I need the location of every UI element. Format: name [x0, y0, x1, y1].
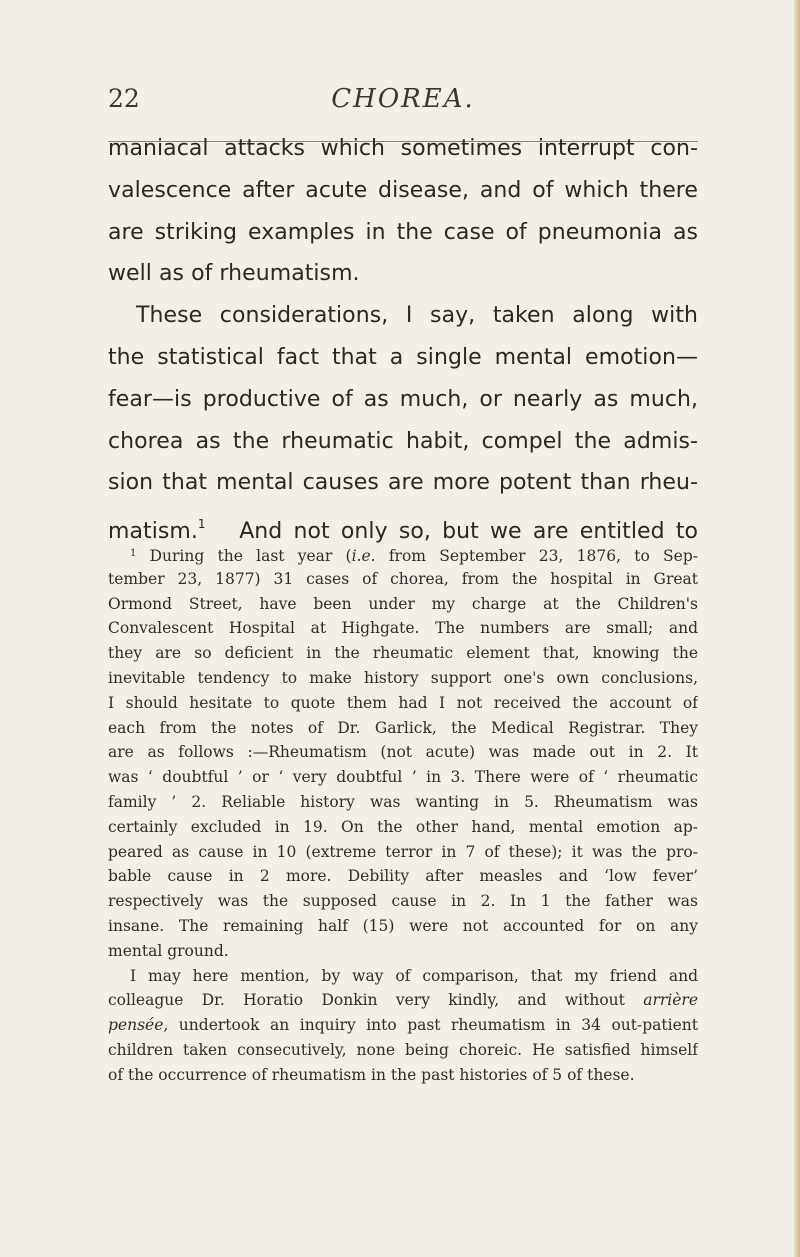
footnote-line: are as follows :—Rheumatism (not acute) was made out in 2. It: [108, 743, 698, 762]
footnote-line: certainly excluded in 19. On the other hand, mental emotion ap-: [108, 817, 698, 836]
footnote-line: of the occurrence of rheumatism in the past histories of 5 of these.: [108, 1065, 635, 1084]
footnote-line: was ‘ doubtful ’ or ‘ very doubtful ’ in 3. There were of ‘ rheumatic: [108, 768, 698, 787]
text-line: maniacal attacks which sometimes interrupt con-: [108, 136, 698, 161]
footnote-line: they are so deficient in the rheumatic element that, knowing the: [108, 644, 698, 663]
footnote-line: inevitable tendency to make history support one's own conclusions,: [108, 668, 698, 687]
text-line: valescence after acute disease, and of which there: [108, 177, 698, 203]
main-text: [108, 128, 698, 546]
running-title: CHOREA.: [331, 84, 475, 114]
footnote-line: family ’ 2. Reliable history was wanting in 5. Rheumatism was: [108, 792, 698, 811]
footnote-line: [108, 988, 698, 1013]
footnote-line: Ormond Street, have been under my charge at the Children's: [108, 594, 698, 613]
text-line: [108, 504, 698, 546]
footnote-line: I may here mention, by way of comparison, that my friend and: [130, 966, 698, 985]
footnote-line: [108, 1013, 698, 1038]
page-edge: [794, 0, 800, 1257]
footnote-line: [108, 542, 698, 567]
footnote-segment: During the last year (: [149, 547, 352, 565]
footnote-italic: pensée: [108, 1016, 164, 1035]
footnote-marker: 1: [197, 517, 206, 532]
footnote-segment: colleague Dr. Horatio Donkin very kindly, and without: [108, 991, 644, 1010]
footnote-line: insane. The remaining half (15) were not accounted for on any: [108, 916, 698, 935]
footnote-line: mental ground.: [108, 941, 229, 960]
text-line: are striking examples in the case of pneumonia as: [108, 219, 698, 245]
page-number: 22: [108, 84, 140, 113]
footnote-line: peared as cause in 10 (extreme terror in 7 of these); it was the pro-: [108, 842, 698, 861]
footnote-line: each from the notes of Dr. Garlick, the Medical Registrar. They: [108, 718, 698, 737]
text-line: fear—is productive of as much, or nearly as much,: [108, 386, 698, 412]
footnote-line: respectively was the supposed cause in 2. In 1 the father was: [108, 892, 698, 911]
footnote-number: 1: [130, 548, 137, 559]
footnote-segment: from September 23, 1876, to Sep-: [375, 547, 698, 565]
text-line: the statistical fact that a single mental emotion—: [108, 344, 698, 370]
footnote-segment: , undertook an inquiry into past rheumatism in 34 out-patient: [163, 1016, 698, 1035]
text-line: chorea as the rheumatic habit, compel the admis-: [108, 428, 698, 454]
text-line: These considerations, I say, taken along with: [136, 303, 698, 329]
footnote-line: children taken consecutively, none being choreic. He satisfied himself: [108, 1040, 698, 1059]
footnote-line: Convalescent Hospital at Highgate. The numbers are small; and: [108, 619, 698, 638]
text-segment: matism.: [108, 519, 198, 545]
text-line: sion that mental causes are more potent than rheu-: [108, 470, 698, 496]
footnote-italic: i.e.: [351, 547, 376, 565]
text-line: well as of rheumatism.: [108, 261, 360, 287]
footnote-italic: arrière: [643, 991, 698, 1010]
footnote-line: I should hesitate to quote them had I not received the account of: [108, 693, 698, 712]
footnote: [108, 542, 698, 1088]
page-header: [108, 84, 698, 124]
text-segment: And not only so, but we are entitled to: [239, 519, 698, 545]
footnote-line: tember 23, 1877) 31 cases of chorea, from the hospital in Great: [108, 569, 698, 588]
footnote-line: bable cause in 2 more. Debility after measles and ‘low fever’: [108, 867, 698, 886]
